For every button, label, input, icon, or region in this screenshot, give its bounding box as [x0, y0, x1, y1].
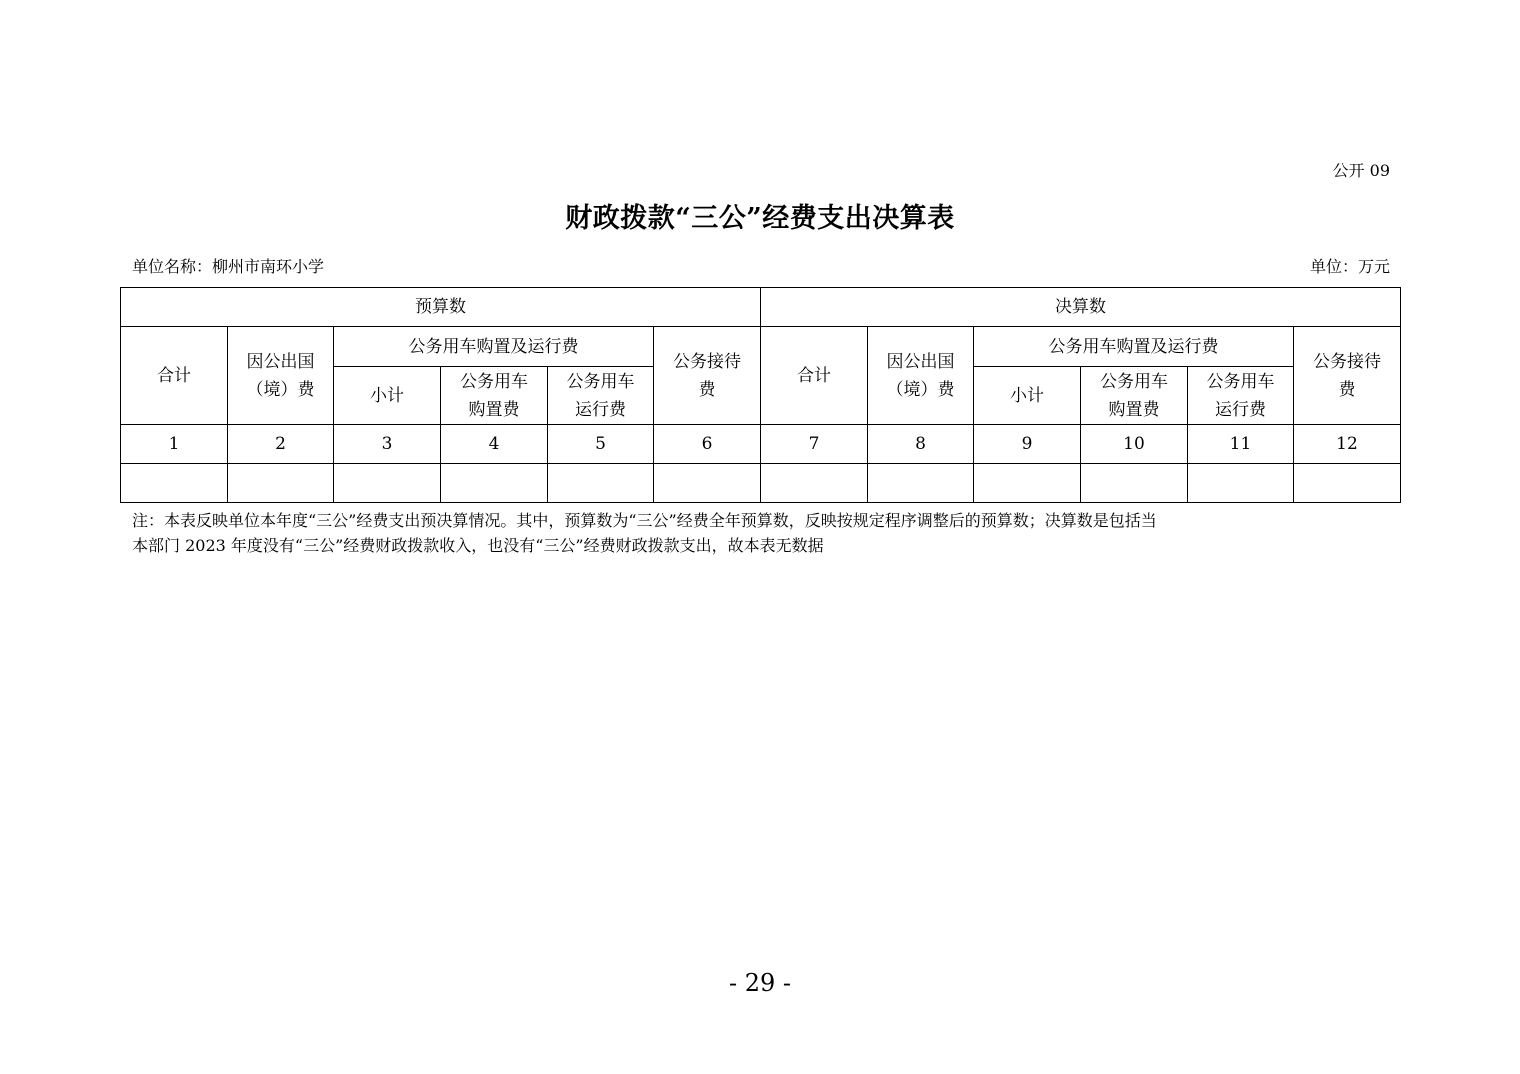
col-final-vehicle: 公务用车购置及运行费 [974, 327, 1294, 367]
index-cell: 10 [1081, 425, 1188, 464]
col-final-vehicle-operation: 公务用车 运行费 [1188, 367, 1294, 425]
table-note [132, 508, 1402, 558]
index-cell: 12 [1294, 425, 1401, 464]
col-final-abroad: 因公出国 （境）费 [868, 327, 974, 425]
column-header-row-1 [121, 327, 1401, 367]
data-cell [1188, 464, 1294, 503]
index-cell: 7 [761, 425, 868, 464]
page-title: 财政拨款“三公”经费支出决算表 [565, 203, 955, 234]
col-budget-vehicle-operation: 公务用车 运行费 [548, 367, 654, 425]
index-cell: 8 [868, 425, 974, 464]
group-final: 决算数 [761, 288, 1401, 327]
note-line: 本部门 2023 年度没有“三公”经费财政拨款收入，也没有“三公”经费财政拨款支出，故本表无数据 [132, 536, 824, 555]
data-cell [654, 464, 761, 503]
col-budget-subtotal: 小计 [334, 367, 441, 425]
note-line: 注：本表反映单位本年度“三公”经费支出预决算情况。其中，预算数为“三公”经费全年预算数，反映按规定程序调整后的预算数；决算数是包括当 [132, 511, 1157, 530]
col-budget-vehicle: 公务用车购置及运行费 [334, 327, 654, 367]
data-cell [334, 464, 441, 503]
col-final-reception: 公务接待 费 [1294, 327, 1401, 425]
data-row [121, 464, 1401, 503]
index-cell: 5 [548, 425, 654, 464]
data-cell [121, 464, 228, 503]
col-budget-total: 合计 [121, 327, 228, 425]
unit-name: 单位名称：柳州市南环小学 [132, 257, 325, 276]
col-final-vehicle-purchase: 公务用车 购置费 [1081, 367, 1188, 425]
col-final-total: 合计 [761, 327, 868, 425]
group-budget: 预算数 [121, 288, 761, 327]
index-cell: 9 [974, 425, 1081, 464]
unit-measure: 单位：万元 [1309, 257, 1390, 276]
index-row [121, 425, 1401, 464]
data-cell [228, 464, 334, 503]
index-cell: 6 [654, 425, 761, 464]
data-cell [868, 464, 974, 503]
index-cell: 11 [1188, 425, 1294, 464]
col-budget-reception: 公务接待 费 [654, 327, 761, 425]
group-header-row [121, 288, 1401, 327]
data-cell [1081, 464, 1188, 503]
index-cell: 3 [334, 425, 441, 464]
col-final-subtotal: 小计 [974, 367, 1081, 425]
index-cell: 4 [441, 425, 548, 464]
data-cell [441, 464, 548, 503]
index-cell: 1 [121, 425, 228, 464]
col-budget-vehicle-purchase: 公务用车 购置费 [441, 367, 548, 425]
page-number: - 29 - [728, 969, 791, 997]
col-budget-abroad: 因公出国 （境）费 [228, 327, 334, 425]
data-cell [761, 464, 868, 503]
three-public-expenditure-table [120, 287, 1401, 503]
form-code: 公开 09 [1332, 161, 1390, 180]
data-cell [548, 464, 654, 503]
index-cell: 2 [228, 425, 334, 464]
data-cell [974, 464, 1081, 503]
data-cell [1294, 464, 1401, 503]
